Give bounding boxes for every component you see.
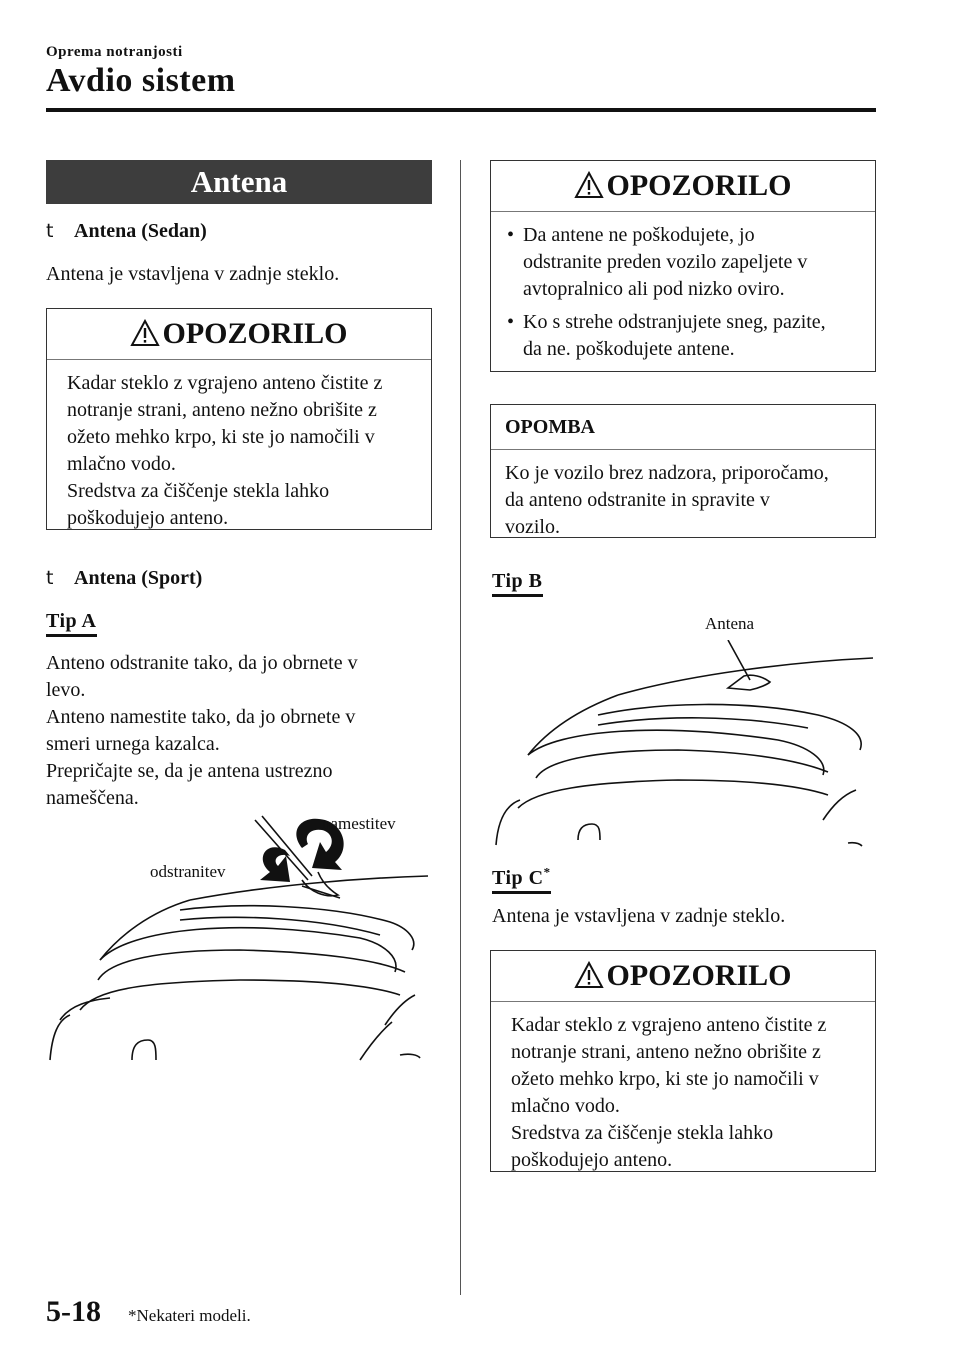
bullet-dot: • bbox=[507, 224, 515, 246]
warning-header bbox=[491, 951, 875, 1002]
warning-body bbox=[491, 1002, 875, 1186]
warning-header bbox=[47, 309, 431, 360]
text-line: smeri urnega kazalca. bbox=[46, 733, 220, 755]
warning-title: OPOZORILO bbox=[606, 959, 792, 992]
tip-b-label: Tip B bbox=[492, 570, 543, 597]
sport-antenna-illustration bbox=[40, 810, 440, 1070]
tip-b-antenna-illustration bbox=[488, 640, 880, 850]
tip-a-label: Tip A bbox=[46, 610, 97, 637]
warning-line: notranje strani, anteno nežno obrišite z bbox=[67, 399, 377, 421]
rotate-left-arrow-icon bbox=[260, 847, 290, 882]
warning-line: poškodujejo anteno. bbox=[511, 1149, 673, 1171]
tip-b-label-wrap bbox=[492, 570, 543, 593]
sedan-text: Antena je vstavljena v zadnje steklo. bbox=[46, 263, 340, 285]
tip-c-label-wrap bbox=[492, 864, 551, 890]
text-line: Da antene ne poškodujete, jo bbox=[523, 224, 755, 246]
tip-a-text bbox=[46, 650, 358, 812]
text-line: da ne. poškodujete antene. bbox=[523, 338, 735, 360]
warning-line: poškodujejo anteno. bbox=[67, 507, 229, 529]
warning-box-1 bbox=[46, 308, 432, 530]
page-title: Avdio sistem bbox=[46, 62, 236, 99]
install-label: namestitev bbox=[322, 814, 396, 833]
footnote: *Nekateri modeli. bbox=[128, 1306, 251, 1325]
list-item bbox=[505, 309, 861, 363]
sedan-heading bbox=[46, 220, 207, 243]
warning-line: notranje strani, anteno nežno obrišite z bbox=[511, 1041, 821, 1063]
warning-line: ožeto mehko krpo, ki ste jo namočili v bbox=[511, 1068, 819, 1090]
sedan-heading-text: Antena (Sedan) bbox=[74, 220, 207, 242]
text-line: vozilo. bbox=[505, 516, 560, 538]
text-line: Prepričajte se, da je antena ustrezno bbox=[46, 760, 333, 782]
tip-c-text-line: Antena je vstavljena v zadnje steklo. bbox=[492, 905, 786, 927]
column-divider bbox=[460, 160, 461, 1295]
note-title: OPOMBA bbox=[491, 405, 875, 450]
sport-heading-text: Antena (Sport) bbox=[74, 567, 203, 589]
warning-box-3 bbox=[490, 950, 876, 1172]
warning-header bbox=[491, 161, 875, 212]
warning-triangle-icon bbox=[574, 171, 604, 199]
section-subtitle: Oprema notranjosti bbox=[46, 44, 183, 60]
text-line: da anteno odstranite in spravite v bbox=[505, 489, 770, 511]
text-line: levo. bbox=[46, 679, 86, 701]
note-box bbox=[490, 404, 876, 538]
warning-line: Kadar steklo z vgrajeno anteno čistite z bbox=[67, 372, 383, 394]
text-line: nameščena. bbox=[46, 787, 139, 809]
text-line: Anteno odstranite tako, da jo obrnete v bbox=[46, 652, 358, 674]
warning-line: mlačno vodo. bbox=[511, 1095, 620, 1117]
text-line: Ko je vozilo brez nadzora, priporočamo, bbox=[505, 462, 829, 484]
header-rule bbox=[46, 108, 876, 112]
antenna-label: Antena bbox=[705, 614, 755, 633]
warning-triangle-icon bbox=[130, 319, 160, 347]
bullet-dot: • bbox=[507, 311, 515, 333]
remove-label: odstranitev bbox=[150, 862, 226, 881]
warning-triangle-icon bbox=[574, 961, 604, 989]
page-number: 5-18 bbox=[46, 1295, 101, 1328]
text-line: Ko s strehe odstranjujete sneg, pazite, bbox=[523, 311, 826, 333]
warning-title: OPOZORILO bbox=[606, 169, 792, 202]
warning-box-2 bbox=[490, 160, 876, 372]
note-body bbox=[491, 450, 875, 553]
list-item bbox=[505, 222, 861, 303]
bullet-marker: t bbox=[46, 567, 54, 589]
warning-line: Sredstva za čiščenje stekla lahko bbox=[511, 1122, 774, 1144]
warning-line: mlačno vodo. bbox=[67, 453, 176, 475]
warning-body bbox=[491, 212, 875, 381]
text-line: odstranite preden vozilo zapeljete v bbox=[523, 251, 808, 273]
warning-line: Sredstva za čiščenje stekla lahko bbox=[67, 480, 330, 502]
text-line: avtopralnico ali pod nizko oviro. bbox=[523, 278, 785, 300]
tip-c-label bbox=[492, 864, 551, 894]
tip-a-label-wrap bbox=[46, 610, 97, 633]
warning-line: Kadar steklo z vgrajeno anteno čistite z bbox=[511, 1014, 827, 1036]
warning-title: OPOZORILO bbox=[162, 317, 348, 350]
section-banner: Antena bbox=[46, 160, 432, 204]
warning-body bbox=[47, 360, 431, 544]
text-line: Anteno namestite tako, da jo obrnete v bbox=[46, 706, 356, 728]
warning-line: ožeto mehko krpo, ki ste jo namočili v bbox=[67, 426, 375, 448]
sport-heading bbox=[46, 567, 202, 590]
footnote-marker: * bbox=[543, 864, 551, 879]
tip-c-text: Tip C bbox=[492, 866, 544, 889]
bullet-marker: t bbox=[46, 220, 54, 242]
